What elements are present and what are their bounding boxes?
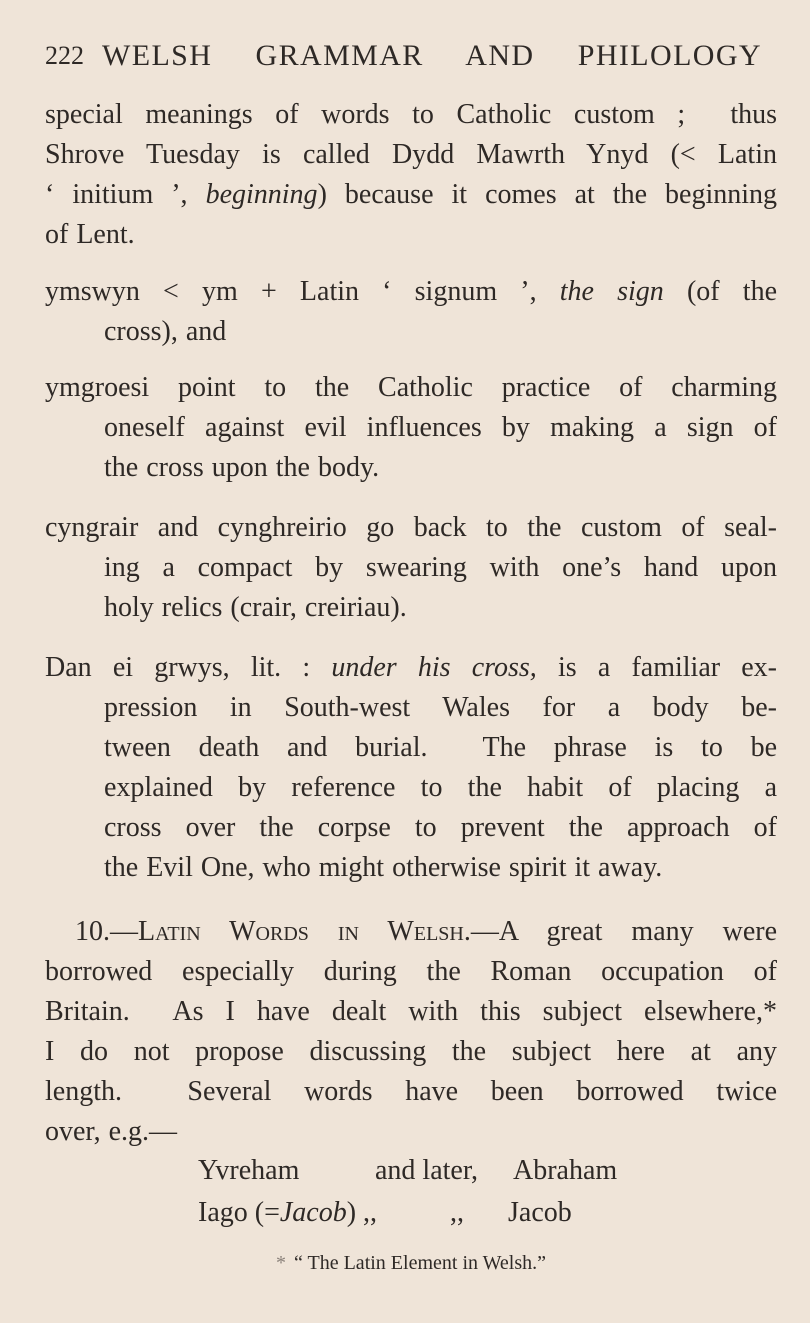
text-segment: holy relics (crair, creiriau). [104,592,407,623]
footnote-marker: * [275,1252,286,1274]
text-line [45,1112,777,1152]
text-segment: oneself against evil influences by making a sign of [104,412,777,443]
text-segment: of Lent. [45,219,135,250]
text-line [45,728,777,768]
glossary-entry [45,272,777,352]
glossary-entry [45,648,777,888]
text-line [45,95,777,135]
text-line [45,368,777,408]
text-segment: cross), and [104,316,227,347]
body-text [45,95,777,1152]
text-segment: I do not propose discussing the subject here at any [45,1036,777,1067]
text-line [45,175,777,215]
section-heading: Latin Words in Welsh. [138,916,471,947]
footnote [45,1250,777,1276]
text-segment: cyngrair and cynghreirio go back to the custom of seal- [45,512,777,543]
text-line [45,912,777,952]
example-early-text: Iago (= [198,1197,280,1228]
text-segment: is a familiar ex- [536,652,778,683]
text-line [45,312,777,352]
example-row [45,1150,777,1192]
glossary-entry [45,368,777,488]
text-segment: ymswyn < ym + Latin ‘ signum ’, [45,276,560,307]
text-line [45,992,777,1032]
text-segment: ‘ initium ’, [45,179,206,210]
text-line [45,588,777,628]
italic-text: under his cross, [331,652,537,683]
examples-table [45,1150,777,1234]
text-line [45,952,777,992]
text-line [45,808,777,848]
italic-text: the sign [559,276,664,307]
text-line [45,408,777,448]
text-segment: Dan ei grwys, lit. : [45,652,332,683]
paragraph [45,95,777,255]
text-line [45,135,777,175]
section-paragraph [45,912,777,1152]
text-segment: Shrove Tuesday is called Dydd Mawrth Ynyd (< Latin [45,139,777,170]
running-header [45,36,762,76]
text-segment: Britain. As I have dealt with this subject elsewhere,* [45,996,777,1027]
page-number: 222 [45,41,84,70]
example-later-form: Jacob [508,1197,572,1228]
example-ditto-mark: ,, [450,1197,464,1228]
running-title: WELSH GRAMMAR AND PHILOLOGY [102,39,762,72]
text-segment: ) because it comes at the beginning [317,179,778,210]
text-line [45,768,777,808]
text-segment: ymgroesi point to the Catholic practice of charming [45,372,777,403]
text-segment: ing a compact by swearing with one’s hand upon [104,552,777,583]
italic-text: beginning [205,179,318,210]
example-early-close: ) ,, [346,1197,378,1228]
text-line [45,548,777,588]
text-line [45,272,777,312]
text-line [45,215,777,255]
text-line [45,648,777,688]
text-segment: cross over the corpse to prevent the approach of [104,812,777,843]
text-line [45,848,777,888]
example-early-gloss: Jacob [279,1197,347,1228]
text-segment: special meanings of words to Catholic custom ; thus [45,99,777,130]
example-connector: and later, [375,1155,479,1186]
example-row [45,1192,777,1234]
text-line [45,508,777,548]
text-segment: tween death and burial. The phrase is to be [104,732,777,763]
text-segment: explained by reference to the habit of placing a [104,772,777,803]
example-early-form: Yvreham [198,1155,300,1186]
text-segment: borrowed especially during the Roman occupation of [45,956,777,987]
text-line [45,1032,777,1072]
text-segment: length. Several words have been borrowed twice [45,1076,777,1107]
text-segment: —A great many were [470,916,777,947]
text-segment: (of the [663,276,777,307]
text-segment: over, e.g.— [45,1116,178,1147]
text-line [45,448,777,488]
example-later-form: Abraham [513,1155,618,1186]
example-early-form [198,1192,377,1234]
footnote-text: “ The Latin Element in Welsh.” [293,1252,547,1274]
glossary-entry [45,508,777,628]
text-segment: the Evil One, who might otherwise spirit it away. [104,852,663,883]
text-segment: 10.— [75,916,138,947]
text-segment: the cross upon the body. [104,452,380,483]
text-segment: pression in South-west Wales for a body be- [104,692,777,723]
text-line [45,1072,777,1112]
text-line [45,688,777,728]
